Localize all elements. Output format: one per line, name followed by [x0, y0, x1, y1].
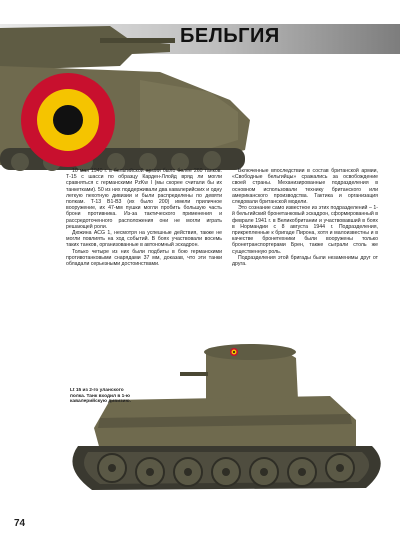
right-paragraph: Включенные впоследствии в состав британской армии, «Свободные бельгийцы» сражались за освобождение своей страны. Механизированные подразделения в основном использовали технику британского или американского производства. Тактика и организация следовали британской модели. — [232, 168, 378, 206]
right-paragraph: Подразделения этой бригады были незаменимы друг от друга. — [232, 254, 378, 268]
tank-caption: Lt 15 из 2-го уланского полка. Танк входил в 1-ю кавалерийскую дивизию. — [70, 388, 131, 405]
right-paragraph: Это сознание само известное из этих подразделений – 1-й бельгийский бронетанковый эскадрон, сформированный в феврале 1941 г. в Великобритании и участвовавший в боях в Нормандии с 8 августа 1944 г. Подразделения, прикрепленные к бригаде Пиронa, хотя и малоизвестны и в качестве бронетехники были вооружены только бронетранспортерами Брен, также сыграли столь же существенную роль. — [232, 205, 378, 255]
left-paragraph: 10 мая 1940 г. в бельгийской армии было более 260 танков. Т-15 с шасси по образцу Карден-Ллойд вряд ли могли сравняться с германскими PzKw I (мы скорее считали бы их танкетками). 50 из них поддерживали два кавалерийских и одну легкую пехотную дивизии и были распределены по девяти полкам. T-13 B1-B3 (их было 200) имели приличное вооружение, их 47-мм пушки могли пробить большую часть брони противника. Из-за тактического применения и рассредоточенного расположения они не могли играть решающей роли. — [66, 168, 222, 230]
page-number: 74 — [14, 518, 26, 529]
left-paragraph: Только четыре из них были подбиты в бою германскими противотанковыми снарядами 37 мм, доказав, что эти танки обладали серьезными достоинствами. — [66, 248, 222, 268]
left-paragraph: Дюжина ACG 1, несмотря на успешные действия, также не могли повлиять на ход событий. В боях участвовали восемь таких танков, организованные в автономный эскадрон. — [66, 230, 222, 249]
section-title: БЕЛЬГИЯ — [180, 25, 280, 47]
